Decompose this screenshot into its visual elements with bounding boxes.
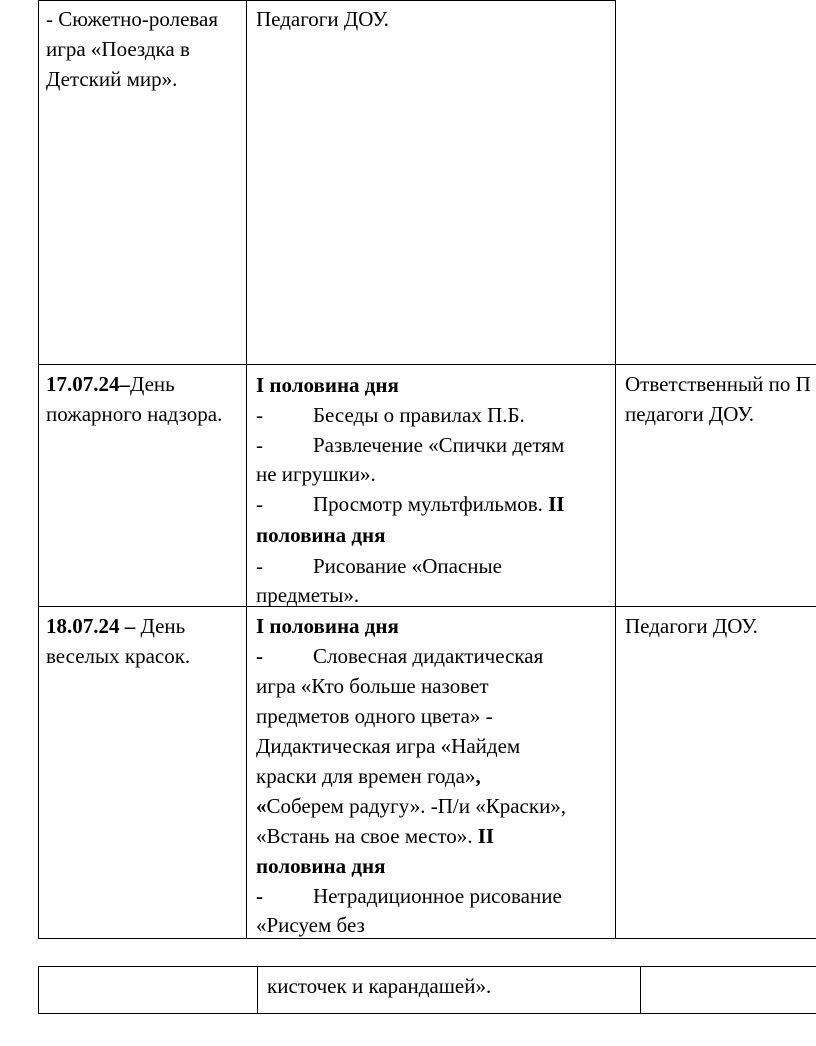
row2-title-first: День [130,372,175,396]
row3-line9-text: Нетрадиционное рисование [313,884,562,908]
row2-item2-1-text: Рисование «Опасные [313,554,502,578]
row3-responsible: Педагоги ДОУ. [625,614,758,638]
row2-item-2-dash: - [256,433,263,457]
table2-border-top [38,966,816,967]
row3-line4: Дидактическая игра «Найдем [256,734,521,758]
row3-line6-text: Соберем радугу». -П/и «Краски», [266,794,567,818]
row2-date: 17.07.24– [46,372,130,396]
row3-line6-quote: « [256,794,267,818]
row2-item-1 [256,400,525,430]
row3-line2: игра «Кто больше назовет [256,674,489,698]
table1-border-bottom [38,938,816,939]
row2-responsible-line2: педагоги ДОУ. [625,402,754,426]
row2-item2-2 [256,580,359,610]
row1-activity-line3: Детский мир». [46,67,178,91]
row3-line1-dash: - [256,644,263,668]
row2-item-3 [256,459,376,489]
row1-activity-line1: - Сюжетно-ролевая [46,7,219,31]
row3-line5-text: краски для времен года» [256,764,476,788]
row3-line10: «Рисуем без [256,913,365,937]
row2-responsible-line1: Ответственный по П [625,372,811,396]
table2-border-bottom [38,1013,816,1014]
row3-title-second: веселых красок. [46,644,191,668]
table2-border-left [38,966,39,1014]
row2-half2-roman: II [548,492,565,516]
row2-item-4-dash: - [256,492,263,516]
row2-item2-2-text: предметы». [256,583,360,607]
row3-title-first: День [140,614,186,638]
row2-item2-1-dash: - [256,554,263,578]
table1-border-col2 [246,0,247,939]
table2-border-col2 [257,966,258,1014]
row3-date-sep: – [119,614,141,638]
row3-line1 [256,641,543,671]
row3-line5 [256,761,481,791]
table1-border-top [38,0,616,1]
row2-item-1-dash: - [256,403,263,427]
row1-activity-line2: игра «Поездка в [46,37,190,61]
row1-responsible: Педагоги ДОУ. [256,7,389,31]
table1-border-col3 [615,0,616,939]
row2-date-line [46,369,175,399]
row2-item-4 [256,489,564,519]
row3-line6 [256,791,566,821]
row3-line1-text: Словесная дидактическая [313,644,544,668]
row2-item-2-text: Развлечение «Спички детям [313,433,565,457]
row3-half1-heading: I половина дня [256,614,399,638]
row3-line3: предметов одного цвета» - [256,704,493,728]
row3-line7-text: «Встань на свое место». [256,824,473,848]
row2-item-2 [256,430,564,460]
row3-line7 [256,821,494,851]
row2-item-4-text: Просмотр мультфильмов. [313,492,543,516]
row3-line9 [256,881,562,911]
row3-line9-dash: - [256,884,263,908]
row2-half2-heading: половина дня [256,523,386,547]
row2-item2-1 [256,551,502,581]
row3-half2-roman: II [477,824,495,848]
table1-border-left [38,0,39,939]
row3-date: 18.07.24 [46,614,120,638]
table1-border-row3 [38,606,816,607]
row2-item-1-text: Беседы о правилах П.Б. [313,403,525,427]
row2-half1-heading: I половина дня [256,373,399,397]
table2-continuation-text: кисточек и карандашей». [267,974,492,998]
table1-border-row2 [38,364,816,365]
row3-half2-heading: половина дня [256,854,386,878]
table2-border-col3 [640,966,641,1014]
row2-title-second: пожарного надзора. [46,402,223,426]
row3-date-line [46,611,185,641]
row2-item-3-text: не игрушки». [256,462,376,486]
row3-line5-comma: , [475,764,481,788]
